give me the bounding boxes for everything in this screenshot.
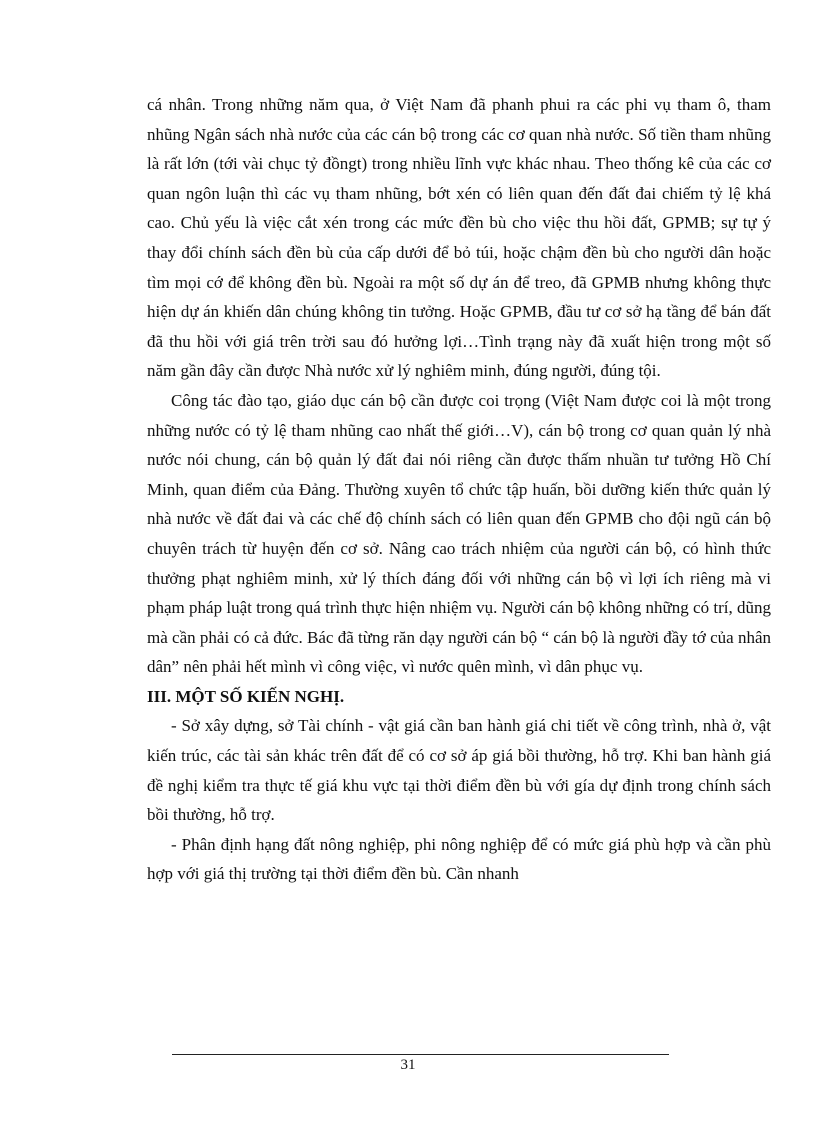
recommendation-item: - Phân định hạng đất nông nghiệp, phi nông nghiệp để có mức giá phù hợp và cần phù hợp với giá thị trường tại thời điểm đền bù. Cần nhanh [147, 834, 771, 884]
recommendation-item: - Sở xây dựng, sở Tài chính - vật giá cần ban hành giá chi tiết về công trình, nhà ở, vật kiến trúc, các tài sản khác trên đất để có cơ sở áp giá bồi thường, hỗ trợ. Khi ban hành giá đề nghị kiểm tra thực tế giá khu vực tại thời điểm đền bù với gía dự định trong chính sách bồi thường, hỗ trợ. [147, 716, 771, 825]
paragraph-corruption: cá nhân. Trong những năm qua, ở Việt Nam đã phanh phui ra các phi vụ tham ô, tham nhũng Ngân sách nhà nước của các cán bộ trong các cơ quan nhà nước. Số tiền tham nhũng là rất lớn (tới vài chục tỷ đồngt) trong nhiều lĩnh vực khác nhau. Theo thống kê của các cơ quan ngôn luận thì các vụ tham nhũng, bớt xén có liên quan đến đất đai chiếm tỷ lệ khá cao. Chủ yếu là việc cắt xén trong các mức đền bù cho việc thu hồi đất, GPMB; sự tự ý thay đổi chính sách đền bù của cấp dưới để bỏ túi, hoặc chậm đền bù cho người dân hoặc tìm mọi cớ để không đền bù. Ngoài ra một số dự án để treo, đã GPMB nhưng không thực hiện dự án khiến dân chúng không tin tưởng. Hoặc GPMB, đầu tư cơ sở hạ tầng để bán đất đã thu hồi với giá trên trời sau đó hưởng lợi…Tình trạng này đã xuất hiện trong một số năm gần đây cần được Nhà nước xử lý nghiêm minh, đúng người, đúng tội. [147, 95, 771, 381]
document-page [147, 90, 771, 889]
section-heading: III. MỘT SỐ KIẾN NGHỊ. [147, 686, 345, 706]
page-number: 31 [400, 1057, 416, 1073]
paragraph-training: Công tác đào tạo, giáo dục cán bộ cần được coi trọng (Việt Nam được coi là một trong những nước có tỷ lệ tham nhũng cao nhất thế giới…V), cán bộ trong cơ quan quản lý nhà nước nói chung, cán bộ quản lý đất đai nói riêng cần được thấm nhuần tư tưởng Hồ Chí Minh, quan điểm của Đảng. Thường xuyên tổ chức tập huấn, bồi dưỡng kiến thức quản lý nhà nước về đất đai và các chế độ chính sách có liên quan đến GPMB cho đội ngũ cán bộ chuyên trách từ huyện đến cơ sở. Nâng cao trách nhiệm của người cán bộ, có hình thức thưởng phạt nghiêm minh, xử lý thích đáng đối với những cán bộ vì lợi ích riêng mà vi phạm pháp luật trong quá trình thực hiện nhiệm vụ. Người cán bộ không những có trí, dũng mà cần phải có cả đức. Bác đã từng răn dạy người cán bộ “ cán bộ là người đầy tớ của nhân dân” nên phải hết mình vì công việc, vì nước quên mình, vì dân phục vụ. [147, 390, 771, 677]
footer-divider [172, 1054, 669, 1055]
